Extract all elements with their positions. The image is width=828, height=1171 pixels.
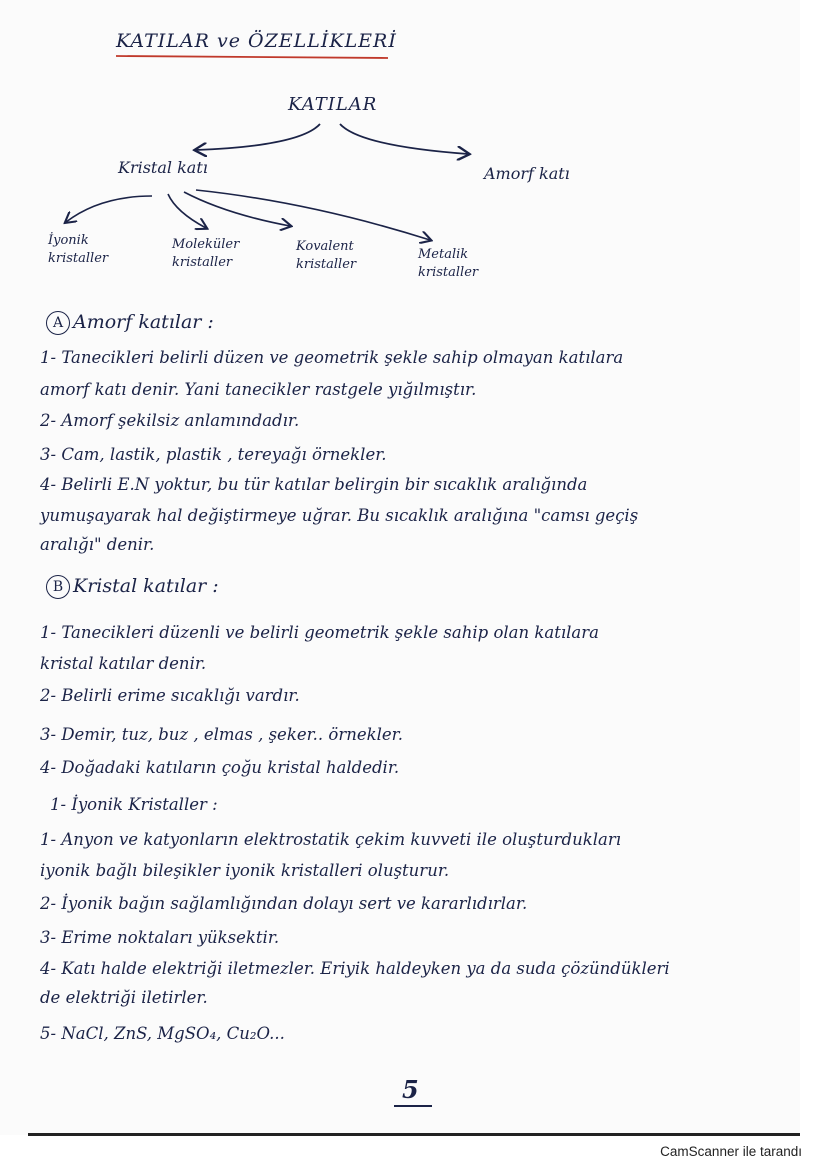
ionic-subheading: 1- İyonik Kristaller : <box>50 795 218 814</box>
section-a-line-6: yumuşayarak hal değiştirmeye uğrar. Bu sıcaklık aralığına "camsı geçiş <box>40 506 639 525</box>
ionic-line-3: 2- İyonik bağın sağlamlığından dolayı sert ve kararlıdırlar. <box>40 894 528 913</box>
section-a-line-7: aralığı" denir. <box>40 535 155 554</box>
section-b-line-2: kristal katılar denir. <box>40 654 207 673</box>
section-a-title: Amorf katılar : <box>73 311 214 333</box>
tree-arrows <box>0 0 800 300</box>
page-number: 5 <box>402 1075 419 1104</box>
tree-leaf-ionic: İyonik kristaller <box>48 233 109 266</box>
section-b-line-1: 1- Tanecikleri düzenli ve belirli geometrik şekle sahip olan katılara <box>40 623 599 642</box>
ionic-line-2: iyonik bağlı bileşikler iyonik kristalleri oluşturur. <box>40 861 450 880</box>
tree-leaf-covalent: Kovalent kristaller <box>296 239 357 272</box>
ionic-line-7: 5- NaCl, ZnS, MgSO₄, Cu₂O... <box>40 1024 285 1043</box>
section-a-line-5: 4- Belirli E.N yoktur, bu tür katılar belirgin bir sıcaklık aralığında <box>40 475 588 494</box>
section-a-heading <box>46 311 214 335</box>
scan-bottom-edge <box>28 1133 800 1136</box>
section-a-line-3: 2- Amorf şekilsiz anlamındadır. <box>40 411 300 430</box>
ionic-line-1: 1- Anyon ve katyonların elektrostatik çekim kuvveti ile oluşturdukları <box>40 830 621 849</box>
tree-leaf-metallic: Metalik kristaller <box>418 247 479 280</box>
section-a-badge: A <box>46 311 70 335</box>
tree-node-kristal: Kristal katı <box>118 158 208 177</box>
section-a-line-2: amorf katı denir. Yani tanecikler rastgele yığılmıştır. <box>40 380 477 399</box>
page-title: KATILAR ve ÖZELLİKLERİ <box>116 30 397 52</box>
section-b-title: Kristal katılar : <box>73 575 219 597</box>
ionic-line-6: de elektriği iletirler. <box>40 988 208 1007</box>
tree-node-amorf: Amorf katı <box>484 164 570 183</box>
section-b-badge: B <box>46 575 70 599</box>
section-b-heading <box>46 575 219 599</box>
ionic-line-5: 4- Katı halde elektriği iletmezler. Eriyik haldeyken ya da suda çözündükleri <box>40 959 670 978</box>
section-b-line-3: 2- Belirli erime sıcaklığı vardır. <box>40 686 300 705</box>
section-b-line-5: 4- Doğadaki katıların çoğu kristal haldedir. <box>40 758 400 777</box>
section-a-line-4: 3- Cam, lastik, plastik , tereyağı örnekler. <box>40 445 387 464</box>
tree-root: KATILAR <box>288 94 378 115</box>
scanner-footer: CamScanner ile tarandı <box>660 1144 802 1159</box>
tree-leaf-molecular: Moleküler kristaller <box>172 237 240 270</box>
section-a-line-1: 1- Tanecikleri belirli düzen ve geometrik şekle sahip olmayan katılara <box>40 348 624 367</box>
section-b-line-4: 3- Demir, tuz, buz , elmas , şeker.. örnekler. <box>40 725 403 744</box>
ionic-line-4: 3- Erime noktaları yüksektir. <box>40 928 280 947</box>
